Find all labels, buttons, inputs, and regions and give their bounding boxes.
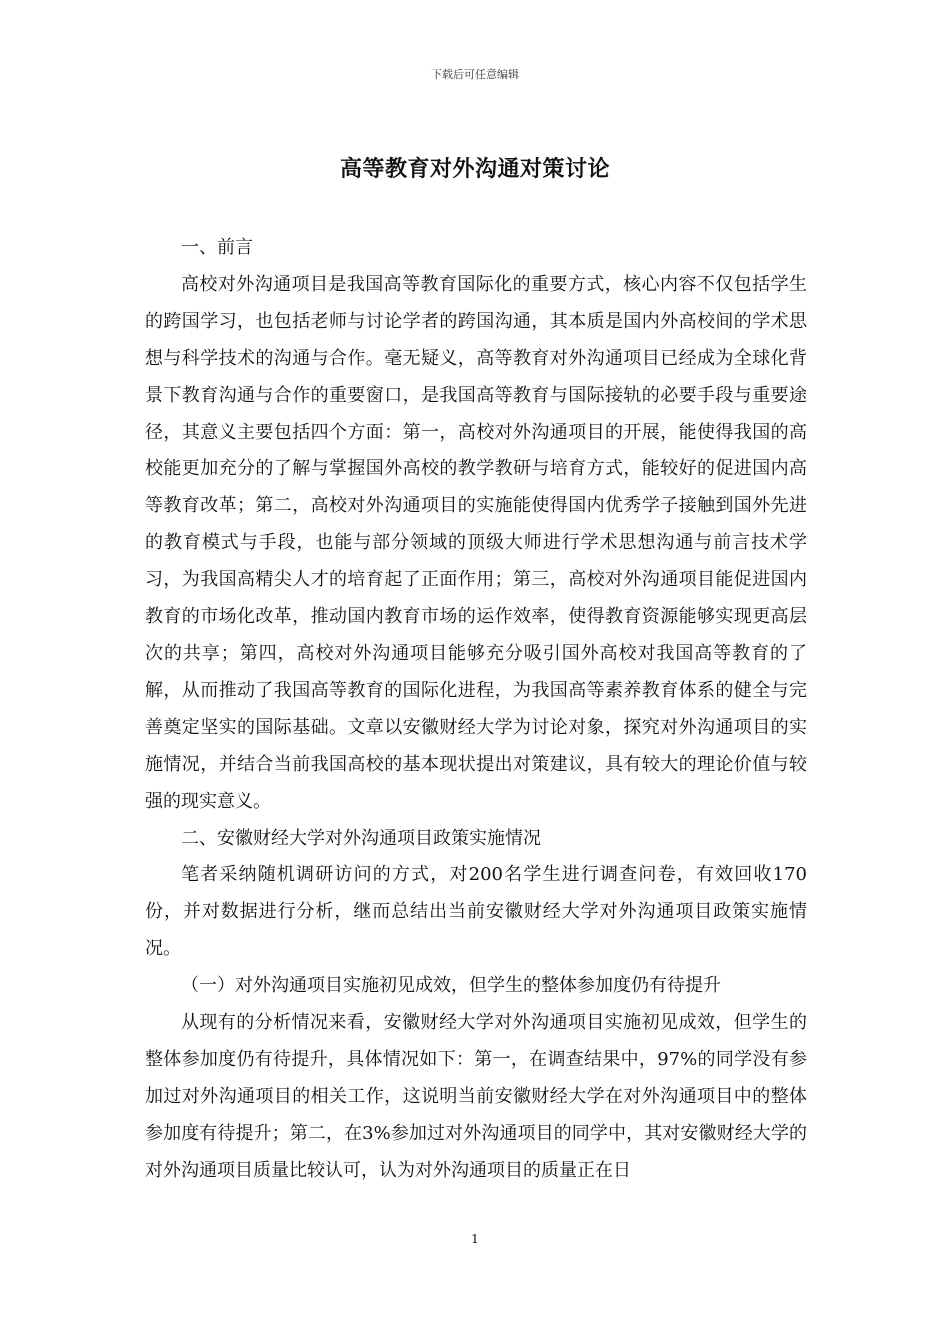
page-number: 1 [471, 1232, 479, 1246]
section-heading-preface: 一、前言 [181, 237, 253, 258]
document-body [145, 230, 807, 1190]
document-title: 高等教育对外沟通对策讨论 [339, 156, 610, 182]
section-heading-implementation: 二、安徽财经大学对外沟通项目政策实施情况 [181, 827, 541, 849]
subsection-heading-1: （一）对外沟通项目实施初见成效，但学生的整体参加度仍有待提升 [181, 975, 721, 997]
paragraph-preface-body: 高校对外沟通项目是我国高等教育国际化的重要方式，核心内容不仅包括学生的跨国学习，也包括老师与讨论学者的跨国沟通，其本质是国内外高校间的学术思想与科学技术的沟通与合作。毫无疑义，高等教育对外沟通项目已经成为全球化背景下教育沟通与合作的重要窗口，是我国高等教育与国际接轨的必要手段与重要途径，其意义主要包括四个方面：第一，高校对外沟通项目的开展，能使得我国的高校能更加充分的了解与掌握国外高校的教学教研与培育方式，能较好的促进国内高等教育改革；第二，高校对外沟通项目的实施能使得国内优秀学子接触到国外先进的教育模式与手段，也能与部分领域的顶级大师进行学术思想沟通与前言技术学习，为我国高精尖人才的培育起了正面作用；第三，高校对外沟通项目能促进国内教育的市场化改革，推动国内教育市场的运作效率，使得教育资源能够实现更高层次的共享；第四，高校对外沟通项目能够充分吸引国外高校对我国高等教育的了解，从而推动了我国高等教育的国际化进程，为我国高等素养教育体系的健全与完善奠定坚实的国际基础。文章以安徽财经大学为讨论对象，探究对外沟通项目的实施情况，并结合当前我国高校的基本现状提出对策建议，具有较大的理论价值与较强的现实意义。 [145, 273, 807, 812]
paragraph-analysis: 从现有的分析情况来看，安徽财经大学对外沟通项目实施初见成效，但学生的整体参加度仍有待提升，具体情况如下：第一，在调查结果中，97%的同学没有参加过对外沟通项目的相关工作，这说明当前安徽财经大学在对外沟通项目中的整体参加度有待提升；第二，在3%参加过对外沟通项目的同学中，其对安徽财经大学的对外沟通项目质量比较认可，认为对外沟通项目的质量正在日 [145, 1012, 807, 1181]
paragraph-survey-method: 笔者采纳随机调研访问的方式，对200名学生进行调查问卷，有效回收170份，并对数据进行分析，继而总结出当前安徽财经大学对外沟通项目政策实施情况。 [145, 864, 807, 960]
header-note: 下载后可任意编辑 [431, 68, 519, 81]
